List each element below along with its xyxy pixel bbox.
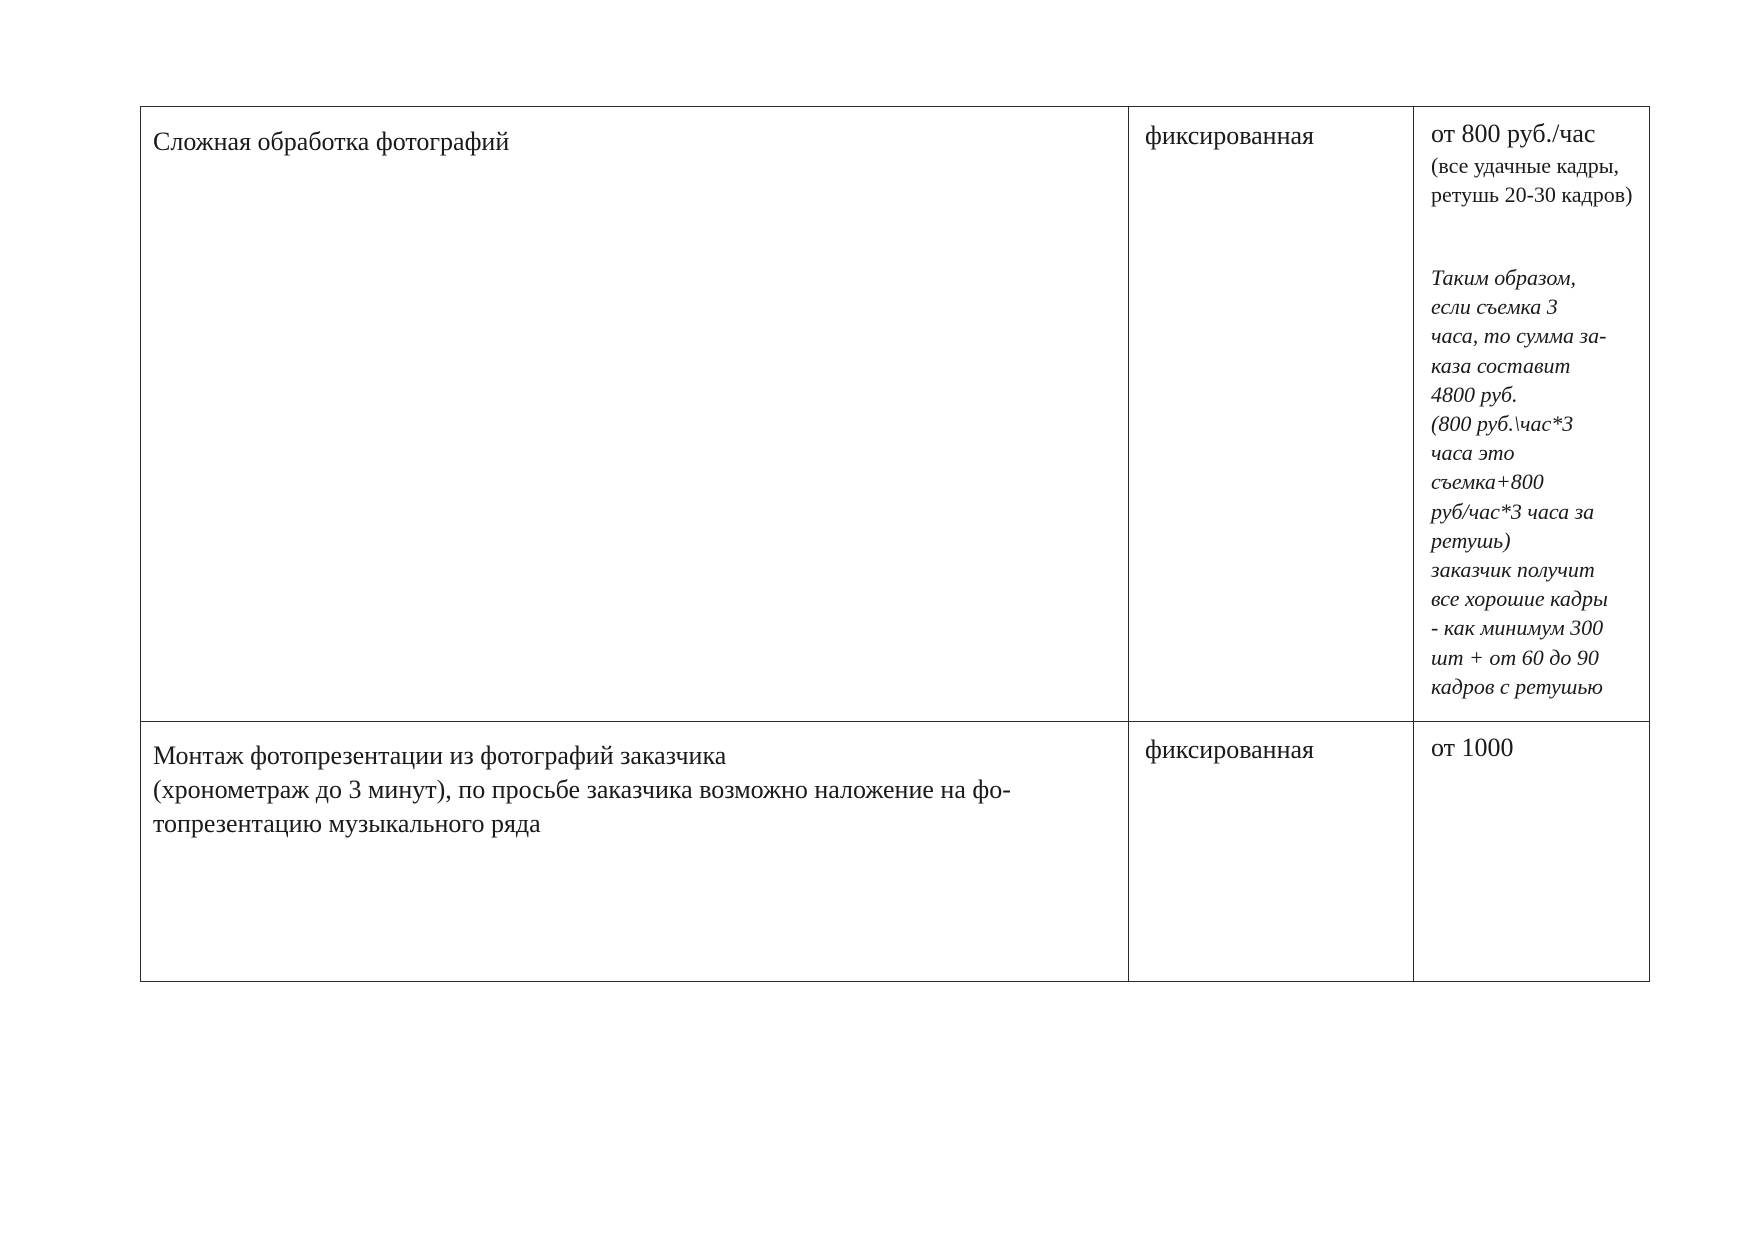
service-line: топрезентацию музыкального ряда — [153, 809, 541, 838]
price-example-line: шт + от 60 до 90 — [1431, 644, 1599, 670]
price-note: (все удачные кадры, ретушь 20-30 кадров) — [1431, 153, 1633, 207]
price-example-line: часа это — [1431, 440, 1515, 466]
price-example-line: ретушь) — [1431, 527, 1511, 553]
price-example-line: съемка+800 — [1431, 469, 1544, 495]
price-table — [140, 106, 1650, 982]
price-example-line: каза составит — [1431, 352, 1571, 378]
price-value: от 1000 — [1431, 733, 1514, 762]
price-example-line: все хорошие кадры — [1431, 586, 1608, 612]
column-divider — [1128, 107, 1129, 981]
price-type: фиксированная — [1145, 735, 1314, 764]
price-example-line: (800 руб.\час*3 — [1431, 411, 1574, 437]
price-value: от 800 руб./час — [1431, 119, 1596, 148]
service-name: Сложная обработка фотографий — [153, 127, 510, 156]
price-example-line: если съемка 3 — [1431, 294, 1558, 320]
column-divider — [1413, 107, 1414, 981]
service-line: (хронометраж до 3 минут), по просьбе заказчика возможно наложение на фо- — [153, 775, 1011, 804]
price-example-line: кадров с ретушью — [1431, 673, 1603, 699]
price-example-line: часа, то сумма за- — [1431, 323, 1607, 349]
price-type: фиксированная — [1145, 121, 1314, 150]
service-name — [153, 739, 1123, 841]
price-example-line: руб/час*3 часа за — [1431, 498, 1595, 524]
price-example-line: заказчик получит — [1431, 557, 1595, 583]
price-example — [1431, 263, 1641, 701]
row-divider — [141, 721, 1649, 722]
price-example-line: 4800 руб. — [1431, 381, 1518, 407]
service-line: Монтаж фотопрезентации из фотографий заказчика — [153, 741, 727, 770]
price-example-line: - как минимум 300 — [1431, 615, 1604, 641]
price-example-line: Таким образом, — [1431, 265, 1577, 290]
